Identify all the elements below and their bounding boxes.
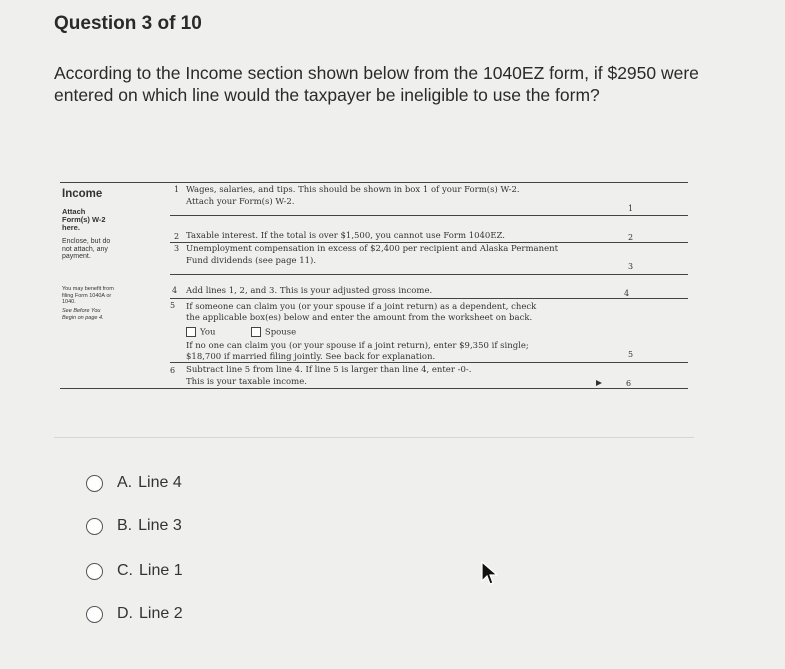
checkbox-spouse [251,327,261,337]
income-title: Income [62,188,103,200]
option-a[interactable] [86,472,182,494]
line-6-box-number: 6 [626,379,632,388]
line-6-text: Subtract line 5 from line 4. If line 5 is larger than line 4, enter -0-. [186,365,472,375]
line-6-text-2: This is your taxable income. [186,377,307,387]
line-3-text-2: Fund dividends (see page 11). [186,256,317,266]
line-5-box-number: 5 [628,350,634,359]
line-3-number: 3 [174,244,180,253]
form-bottom-rule [60,388,688,389]
line-5-checks [186,327,296,338]
line-5-text-3: If no one can claim you (or your spouse if a joint return), enter $9,350 if single; [186,341,529,351]
divider [54,437,694,438]
line-4-number: 4 [172,286,178,295]
line-3-rule [170,274,688,275]
line-3-box-number: 3 [628,262,634,271]
line-5-text-2: the applicable box(es) below and enter the amount from the worksheet on back. [186,313,533,323]
option-b-letter: B. [117,517,133,534]
benefit-label: You may benefit from filing Form 1040A or 1040. [62,286,114,305]
checkbox-you [186,327,196,337]
line-5-text-4: $18,700 if married filing jointly. See back for explanation. [186,352,436,362]
option-d-label: Line 2 [139,605,183,622]
line-6-number: 6 [170,366,176,375]
option-d[interactable] [86,603,183,625]
radio-d[interactable] [86,606,103,623]
option-c-label: Line 1 [139,562,183,579]
line-4-box-number: 4 [624,289,630,298]
option-c-letter: C. [117,562,133,579]
mouse-cursor-icon [480,560,498,586]
line-1-rule [170,215,688,216]
see-before-label: See Before You Begin on page 4. [62,308,104,321]
question-header: Question 3 of 10 [54,13,202,34]
line-2-rule [170,242,688,243]
line-2-text: Taxable interest. If the total is over $1,500, you cannot use Form 1040EZ. [186,231,505,241]
line-5-rule [170,362,688,363]
radio-b[interactable] [86,518,103,535]
radio-c[interactable] [86,563,103,580]
line-1-box-number: 1 [628,204,634,213]
radio-a[interactable] [86,475,103,492]
enclose-label: Enclose, but do not attach, any payment. [62,238,111,260]
line-4-rule [170,298,688,299]
form-income-section [60,178,690,408]
option-d-letter: D. [117,605,133,622]
option-b[interactable] [86,515,182,537]
line-2-number: 2 [174,232,180,241]
arrow-right-icon [596,380,602,386]
line-1-text: Wages, salaries, and tips. This should be shown in box 1 of your Form(s) W-2. [186,185,520,195]
form-top-rule [60,182,688,183]
line-4-text: Add lines 1, 2, and 3. This is your adjusted gross income. [186,286,433,296]
checkbox-spouse-label: Spouse [264,327,297,338]
line-5-text: If someone can claim you (or your spouse if a joint return) as a dependent, check [186,302,537,312]
line-5-number: 5 [170,301,176,310]
line-2-box-number: 2 [628,233,634,242]
line-1-number: 1 [174,185,180,194]
question-text: According to the Income section shown below from the 1040EZ form, if $2950 were entered on which line would the taxpayer be ineligible to use the form? [54,63,699,105]
option-a-letter: A. [117,474,133,491]
line-1-text-2: Attach your Form(s) W-2. [186,197,295,207]
option-b-label: Line 3 [138,517,182,534]
attach-label: Attach Form(s) W-2 here. [62,207,106,232]
option-a-label: Line 4 [138,474,182,491]
checkbox-you-label: You [200,327,216,338]
line-3-text: Unemployment compensation in excess of $2,400 per recipient and Alaska Permanent [186,244,559,254]
option-c[interactable] [86,560,183,582]
